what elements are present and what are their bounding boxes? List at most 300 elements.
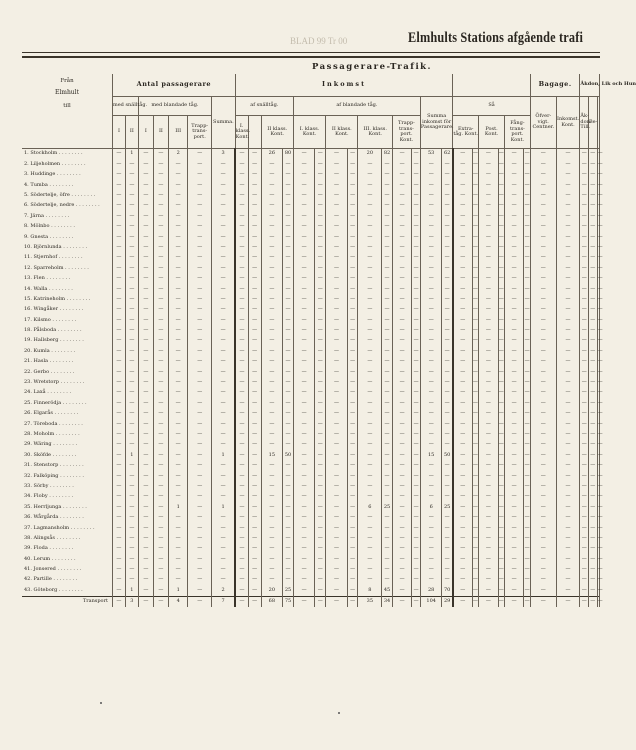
station-name: 8. Mölnbo . . . . . . . . xyxy=(22,222,112,232)
table-cell: — xyxy=(589,523,598,533)
table-cell: — xyxy=(283,170,294,180)
table-cell: — xyxy=(392,544,411,554)
table-cell: — xyxy=(580,357,589,367)
table-cell: — xyxy=(235,502,248,512)
table-cell: — xyxy=(589,565,598,575)
table-cell: — xyxy=(326,502,348,512)
station-name: 32. Falköping . . . . . . . . xyxy=(22,471,112,481)
table-cell: — xyxy=(112,398,125,408)
table-cell: — xyxy=(168,294,187,304)
table-cell: — xyxy=(293,471,315,481)
table-cell: — xyxy=(347,180,358,190)
table-cell: — xyxy=(479,565,498,575)
table-cell: — xyxy=(580,461,589,471)
table-cell: — xyxy=(138,170,153,180)
table-cell: — xyxy=(358,471,382,481)
mixed-train-header: med blandade tåg. xyxy=(138,97,211,116)
table-cell: — xyxy=(347,305,358,315)
section-title: Passagerare-Trafik. xyxy=(312,62,433,72)
table-cell: — xyxy=(580,544,589,554)
table-cell: — xyxy=(235,430,248,440)
table-cell: — xyxy=(138,471,153,481)
table-cell: — xyxy=(153,201,168,211)
station-rows xyxy=(22,149,603,608)
table-cell: — xyxy=(112,575,125,585)
table-cell: — xyxy=(589,544,598,554)
table-cell: — xyxy=(153,211,168,221)
table-cell: — xyxy=(326,513,348,523)
table-cell: — xyxy=(597,585,599,596)
table-cell: — xyxy=(358,565,382,575)
table-cell: — xyxy=(248,565,261,575)
table-cell: — xyxy=(261,346,283,356)
table-cell: — xyxy=(283,409,294,419)
table-cell: — xyxy=(293,492,315,502)
table-cell: — xyxy=(392,409,411,419)
table-cell: 3 xyxy=(212,149,236,160)
table-cell: — xyxy=(382,263,393,273)
table-cell: — xyxy=(347,346,358,356)
table-cell: — xyxy=(283,232,294,242)
table-cell: — xyxy=(168,430,187,440)
table-cell: — xyxy=(153,430,168,440)
table-cell: — xyxy=(442,263,453,273)
table-row xyxy=(22,253,600,263)
table-cell: — xyxy=(597,409,599,419)
table-cell: — xyxy=(442,326,453,336)
table-cell: — xyxy=(580,533,589,543)
table-cell: — xyxy=(283,274,294,284)
table-cell: — xyxy=(283,357,294,367)
table-cell: — xyxy=(315,409,326,419)
table-cell: — xyxy=(112,409,125,419)
table-cell: — xyxy=(580,159,589,169)
table-cell: — xyxy=(597,440,599,450)
table-cell: — xyxy=(479,253,498,263)
table-cell: — xyxy=(556,367,580,377)
table-cell: — xyxy=(112,523,125,533)
table-cell: — xyxy=(472,367,478,377)
table-cell: — xyxy=(524,357,531,367)
table-cell: — xyxy=(453,440,472,450)
table-cell: — xyxy=(347,482,358,492)
table-cell: — xyxy=(112,544,125,554)
table-cell: — xyxy=(248,533,261,543)
income-express-header: af snälltåg. xyxy=(235,97,293,116)
table-cell: — xyxy=(392,346,411,356)
table-row xyxy=(22,492,600,502)
table-cell: — xyxy=(168,461,187,471)
table-cell: — xyxy=(188,274,212,284)
table-cell: — xyxy=(597,533,599,543)
table-cell: — xyxy=(442,575,453,585)
table-cell: — xyxy=(472,388,478,398)
table-cell: — xyxy=(442,523,453,533)
table-cell: — xyxy=(597,554,599,564)
table-cell: 50 xyxy=(442,450,453,460)
table-cell: — xyxy=(125,315,138,325)
table-cell: — xyxy=(248,554,261,564)
table-cell: — xyxy=(479,159,498,169)
table-cell: — xyxy=(597,544,599,554)
table-cell: — xyxy=(580,346,589,356)
table-cell: — xyxy=(504,409,523,419)
table-cell: — xyxy=(283,336,294,346)
table-row xyxy=(22,388,600,398)
table-cell: 1 xyxy=(125,585,138,596)
table-cell: 1 xyxy=(168,585,187,596)
table-cell: — xyxy=(168,388,187,398)
table-cell: — xyxy=(392,502,411,512)
table-cell: — xyxy=(472,523,478,533)
table-cell: — xyxy=(504,243,523,253)
table-cell: — xyxy=(261,357,283,367)
table-cell: — xyxy=(420,533,442,543)
table-cell: — xyxy=(589,409,598,419)
table-cell: — xyxy=(412,346,421,356)
table-cell: — xyxy=(293,263,315,273)
table-cell: — xyxy=(261,471,283,481)
table-cell: — xyxy=(138,326,153,336)
table-cell: — xyxy=(524,346,531,356)
table-cell: — xyxy=(168,471,187,481)
table-cell: — xyxy=(293,430,315,440)
table-cell: — xyxy=(138,575,153,585)
table-row xyxy=(22,461,600,471)
table-cell: — xyxy=(125,461,138,471)
station-name: 26. Elgarås . . . . . . . . xyxy=(22,409,112,419)
table-cell: — xyxy=(472,191,478,201)
table-cell: — xyxy=(453,378,472,388)
table-cell: — xyxy=(504,388,523,398)
table-cell: — xyxy=(248,180,261,190)
table-cell: — xyxy=(580,336,589,346)
table-cell: — xyxy=(188,596,212,607)
table-cell: — xyxy=(138,554,153,564)
station-name: 11. Stjernhof . . . . . . . . xyxy=(22,253,112,263)
table-cell: — xyxy=(153,149,168,160)
income-class-2-header: II klass. Kont. xyxy=(261,116,293,149)
table-cell: — xyxy=(479,450,498,460)
table-cell: — xyxy=(153,294,168,304)
table-cell: — xyxy=(112,274,125,284)
table-cell: — xyxy=(597,180,599,190)
mixed-class-3-header: III xyxy=(168,116,187,149)
table-cell: — xyxy=(125,482,138,492)
table-cell: — xyxy=(479,294,498,304)
table-cell: — xyxy=(472,544,478,554)
table-cell: — xyxy=(392,419,411,429)
table-cell: — xyxy=(138,544,153,554)
table-cell: — xyxy=(420,492,442,502)
table-cell: — xyxy=(382,575,393,585)
table-cell: — xyxy=(420,430,442,440)
table-cell: — xyxy=(589,367,598,377)
station-name: 12. Sparreholm . . . . . . . . xyxy=(22,263,112,273)
table-cell: — xyxy=(556,450,580,460)
table-cell: — xyxy=(315,149,326,160)
table-cell: — xyxy=(420,170,442,180)
table-cell: — xyxy=(412,149,421,160)
table-cell: — xyxy=(556,523,580,533)
table-cell: — xyxy=(293,232,315,242)
table-cell: — xyxy=(293,346,315,356)
table-cell: — xyxy=(112,482,125,492)
table-cell: — xyxy=(347,284,358,294)
table-cell: — xyxy=(112,159,125,169)
table-cell: — xyxy=(315,284,326,294)
table-cell: — xyxy=(453,191,472,201)
table-cell: — xyxy=(412,565,421,575)
table-cell: — xyxy=(442,170,453,180)
table-cell: — xyxy=(392,159,411,169)
table-cell: — xyxy=(212,565,236,575)
table-cell: — xyxy=(589,222,598,232)
table-cell: — xyxy=(153,533,168,543)
from-label: Från xyxy=(60,78,74,84)
table-cell: — xyxy=(472,284,478,294)
table-cell: — xyxy=(112,450,125,460)
table-cell: — xyxy=(326,585,348,596)
table-cell: — xyxy=(392,482,411,492)
table-cell: — xyxy=(479,315,498,325)
table-cell: — xyxy=(125,419,138,429)
table-cell: — xyxy=(504,544,523,554)
table-cell: — xyxy=(326,191,348,201)
table-cell: — xyxy=(442,253,453,263)
table-cell: — xyxy=(212,222,236,232)
table-cell: — xyxy=(261,263,283,273)
table-cell: — xyxy=(153,554,168,564)
table-cell: 15 xyxy=(261,450,283,460)
table-cell: — xyxy=(153,544,168,554)
table-cell: — xyxy=(293,575,315,585)
table-cell: — xyxy=(392,575,411,585)
table-cell: 25 xyxy=(382,502,393,512)
table-cell: — xyxy=(556,243,580,253)
table-cell: — xyxy=(293,482,315,492)
table-cell: — xyxy=(530,461,556,471)
table-cell: — xyxy=(326,575,348,585)
table-cell: — xyxy=(453,388,472,398)
station-name: 7. Järna . . . . . . . . xyxy=(22,211,112,221)
table-cell: — xyxy=(283,430,294,440)
table-cell: — xyxy=(453,243,472,253)
table-cell: — xyxy=(261,201,283,211)
table-cell: — xyxy=(168,305,187,315)
table-cell: — xyxy=(153,513,168,523)
table-cell: — xyxy=(293,315,315,325)
table-cell: — xyxy=(283,388,294,398)
table-cell: — xyxy=(453,419,472,429)
table-cell: — xyxy=(504,305,523,315)
table-cell: — xyxy=(589,180,598,190)
table-cell: — xyxy=(442,294,453,304)
table-cell: — xyxy=(235,357,248,367)
table-cell: — xyxy=(504,533,523,543)
table-cell: — xyxy=(472,575,478,585)
table-cell: — xyxy=(392,378,411,388)
table-cell: — xyxy=(597,243,599,253)
table-cell: — xyxy=(138,263,153,273)
table-cell: — xyxy=(556,294,580,304)
table-cell: — xyxy=(138,565,153,575)
table-cell: — xyxy=(589,585,598,596)
table-cell: — xyxy=(580,419,589,429)
table-cell: — xyxy=(382,544,393,554)
table-cell: — xyxy=(580,243,589,253)
table-cell: — xyxy=(453,533,472,543)
table-cell: — xyxy=(138,191,153,201)
table-cell: — xyxy=(235,336,248,346)
station-name: 9. Gnesta . . . . . . . . xyxy=(22,232,112,242)
table-cell: — xyxy=(125,180,138,190)
table-cell: — xyxy=(112,440,125,450)
table-cell: — xyxy=(112,263,125,273)
table-cell: — xyxy=(125,398,138,408)
table-cell: — xyxy=(293,191,315,201)
table-cell: — xyxy=(597,326,599,336)
table-cell: — xyxy=(498,305,504,315)
table-cell: — xyxy=(479,388,498,398)
table-cell: — xyxy=(168,180,187,190)
table-cell: — xyxy=(138,367,153,377)
table-cell: — xyxy=(248,243,261,253)
table-cell: — xyxy=(442,554,453,564)
table-cell: — xyxy=(472,294,478,304)
table-cell: — xyxy=(589,232,598,242)
table-cell: — xyxy=(504,502,523,512)
table-cell: — xyxy=(580,398,589,408)
table-cell: — xyxy=(261,336,283,346)
sa-header: Så xyxy=(453,97,531,116)
table-cell: — xyxy=(358,305,382,315)
table-cell: — xyxy=(556,149,580,160)
table-cell: — xyxy=(315,211,326,221)
table-cell: — xyxy=(188,419,212,429)
table-cell: — xyxy=(283,482,294,492)
table-cell: — xyxy=(168,482,187,492)
table-row xyxy=(22,274,600,284)
table-cell: — xyxy=(382,388,393,398)
table-cell: — xyxy=(530,450,556,460)
table-cell: — xyxy=(153,388,168,398)
table-cell: — xyxy=(326,274,348,284)
table-cell: — xyxy=(283,191,294,201)
table-cell: — xyxy=(212,191,236,201)
table-cell: — xyxy=(382,523,393,533)
table-cell: — xyxy=(315,585,326,596)
table-cell: — xyxy=(479,201,498,211)
table-cell: — xyxy=(283,305,294,315)
station-name: 6. Södertelje, nedre . . . . . . . . xyxy=(22,201,112,211)
table-cell: — xyxy=(212,440,236,450)
table-cell: — xyxy=(315,232,326,242)
table-cell: — xyxy=(347,388,358,398)
table-cell: — xyxy=(589,398,598,408)
table-cell: — xyxy=(453,305,472,315)
table-cell: — xyxy=(412,419,421,429)
table-cell: — xyxy=(235,294,248,304)
table-cell: — xyxy=(453,346,472,356)
table-cell: — xyxy=(412,409,421,419)
table-cell: — xyxy=(530,180,556,190)
table-cell: — xyxy=(212,461,236,471)
table-cell: — xyxy=(580,513,589,523)
table-cell: — xyxy=(168,284,187,294)
table-cell: — xyxy=(392,430,411,440)
table-cell: — xyxy=(556,482,580,492)
table-cell: — xyxy=(412,544,421,554)
table-cell: — xyxy=(589,471,598,481)
table-cell: — xyxy=(530,523,556,533)
table-cell: — xyxy=(138,430,153,440)
table-cell: — xyxy=(524,367,531,377)
table-cell: — xyxy=(504,263,523,273)
table-cell: — xyxy=(293,284,315,294)
blank-group xyxy=(453,74,531,97)
table-cell: — xyxy=(188,523,212,533)
station-name: 18. Pålsboda . . . . . . . . xyxy=(22,326,112,336)
table-cell: — xyxy=(589,378,598,388)
table-cell: — xyxy=(188,565,212,575)
table-cell: — xyxy=(453,471,472,481)
table-cell: — xyxy=(248,357,261,367)
table-cell: — xyxy=(112,222,125,232)
table-cell: — xyxy=(556,191,580,201)
table-cell: — xyxy=(125,554,138,564)
table-cell: — xyxy=(138,274,153,284)
table-cell: — xyxy=(326,544,348,554)
table-cell: — xyxy=(530,284,556,294)
table-cell: — xyxy=(504,336,523,346)
table-cell: — xyxy=(597,159,599,169)
table-cell: — xyxy=(293,585,315,596)
table-cell: — xyxy=(392,388,411,398)
table-cell: — xyxy=(168,191,187,201)
table-cell: — xyxy=(188,284,212,294)
table-cell: — xyxy=(138,482,153,492)
table-cell: 82 xyxy=(382,149,393,160)
table-cell: — xyxy=(235,211,248,221)
table-cell: — xyxy=(524,315,531,325)
table-cell: — xyxy=(498,211,504,221)
table-cell: — xyxy=(580,315,589,325)
table-cell: — xyxy=(412,201,421,211)
table-cell: — xyxy=(442,274,453,284)
table-cell: — xyxy=(358,513,382,523)
table-cell: — xyxy=(261,305,283,315)
table-cell: — xyxy=(125,346,138,356)
table-cell: — xyxy=(153,482,168,492)
table-cell: — xyxy=(347,170,358,180)
table-cell: — xyxy=(112,191,125,201)
table-cell: — xyxy=(580,201,589,211)
table-cell: — xyxy=(188,502,212,512)
table-cell: — xyxy=(315,544,326,554)
table-cell: — xyxy=(412,471,421,481)
table-cell: — xyxy=(125,159,138,169)
table-cell: — xyxy=(530,232,556,242)
table-cell: — xyxy=(524,201,531,211)
table-cell: — xyxy=(358,232,382,242)
rest-header: Be- xyxy=(589,97,598,149)
table-cell: — xyxy=(125,232,138,242)
table-cell: — xyxy=(420,243,442,253)
table-cell: — xyxy=(326,378,348,388)
table-cell: — xyxy=(504,367,523,377)
table-cell: — xyxy=(125,388,138,398)
